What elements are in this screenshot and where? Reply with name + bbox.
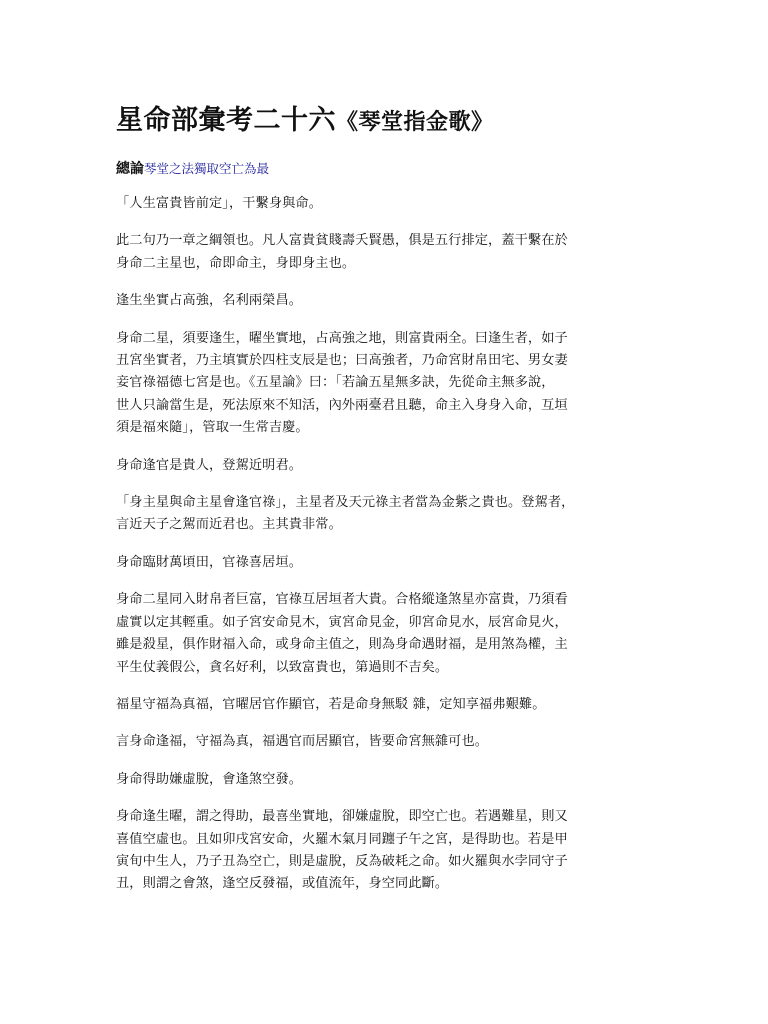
paragraph-line: 丑，則謂之會煞，逢空反發福，或值流年，身空同此斷。 — [116, 876, 449, 892]
page-title — [116, 104, 664, 139]
paragraph — [116, 328, 664, 440]
paragraph — [116, 589, 664, 679]
paragraph — [116, 290, 664, 312]
paragraph-line: 身命得助嫌虛脫，會逢煞空發。 — [116, 771, 303, 787]
paragraph-line: 身命二星同入財帛者巨富，官祿互居垣者大貴。合格縱逢煞星亦富貴，乃須看 — [116, 592, 568, 608]
document-page — [116, 104, 664, 896]
paragraph — [116, 769, 664, 791]
paragraph-line: 此二句乃一章之綱領也。凡人富貴貧賤壽夭賢愚，俱是五行排定，蓋干繫在於 — [116, 233, 568, 249]
section-heading — [116, 160, 664, 178]
paragraph-line: 須是福來隨」，管取一生常吉慶。 — [116, 420, 309, 436]
paragraph-line: 丑宮坐實者，乃主填實於四柱支辰是也；曰高強者，乃命宮財帛田宅、男女妻 — [116, 353, 568, 369]
paragraph — [116, 193, 664, 215]
paragraph-line: 身命臨財萬頃田，官祿喜居垣。 — [116, 554, 303, 570]
paragraph-line: 妾官祿福德七宮是也。《五星論》曰：「若論五星無多訣，先從命主無多說， — [116, 375, 555, 391]
paragraph — [116, 731, 664, 753]
paragraph-line: 言近天子之駕而近君也。主其貴非常。 — [116, 517, 342, 533]
paragraph — [116, 806, 664, 896]
section-heading-label: 總論 — [116, 161, 144, 177]
paragraph — [116, 455, 664, 477]
paragraph-line: 身命逢生曜，謂之得助，最喜坐實地，卻嫌虛脫，即空亡也。若遇難星，則又 — [116, 809, 568, 825]
paragraph-line: 平生仗義假公，貪名好利，以致富貴也，第過則不吉矣。 — [116, 659, 449, 675]
title-main: 星命部彙考二十六 — [116, 105, 336, 136]
section-heading-note: 琴堂之法獨取空亡為最 — [144, 161, 270, 176]
paragraph-line: 身命逢官是貴人，登駕近明君。 — [116, 457, 303, 473]
paragraph — [116, 492, 664, 537]
paragraph-line: 「人生富貴皆前定」，干繫身與命。 — [116, 196, 322, 211]
document-body — [116, 193, 664, 896]
paragraph-line: 虛實以定其輕重。如子宮安命見木，寅宮命見金，卯宮命見水，辰宮命見火， — [116, 614, 568, 630]
paragraph-line: 身命二主星也，命即命主，身即身主也。 — [116, 255, 356, 271]
paragraph-line: 身命二星，須要逢生，曜坐實地，占高強之地，則富貴兩全。曰逢生者，如子 — [116, 330, 568, 346]
paragraph — [116, 552, 664, 574]
paragraph-line: 喜值空虛也。且如卯戌宮安命，火羅木氣月同躔子午之宮，是得助也。若是甲 — [116, 831, 568, 847]
paragraph-line: 言身命逢福，守福為真，福遇官而居顯官，皆要命宮無雜可也。 — [116, 734, 489, 750]
paragraph — [116, 230, 664, 275]
paragraph-line: 雖是殺星，俱作財福入命，或身命主值之，則為身命遇財福，是用煞為權，主 — [116, 637, 568, 653]
paragraph-line: 逢生坐實占高強，名利兩榮昌。 — [116, 293, 303, 309]
paragraph-line: 寅旬中生人，乃子丑為空亡，則是虛脫，反為破耗之命。如火羅與水孛同守子 — [116, 853, 568, 869]
paragraph-line: 「身主星與命主星會逢官祿」，主星者及天元祿主者當為金紫之貴也。登駕者， — [116, 495, 575, 511]
paragraph — [116, 694, 664, 716]
paragraph-line: 世人只論當生是，死法原來不知活，內外兩臺君且聽，命主入身身入命，互垣 — [116, 397, 568, 413]
title-subtitle: 《琴堂指金歌》 — [336, 109, 494, 135]
paragraph-line: 福星守福為真福，官曜居官作顯官，若是命身無駁 雜，定知享福弗艱難。 — [116, 696, 546, 712]
